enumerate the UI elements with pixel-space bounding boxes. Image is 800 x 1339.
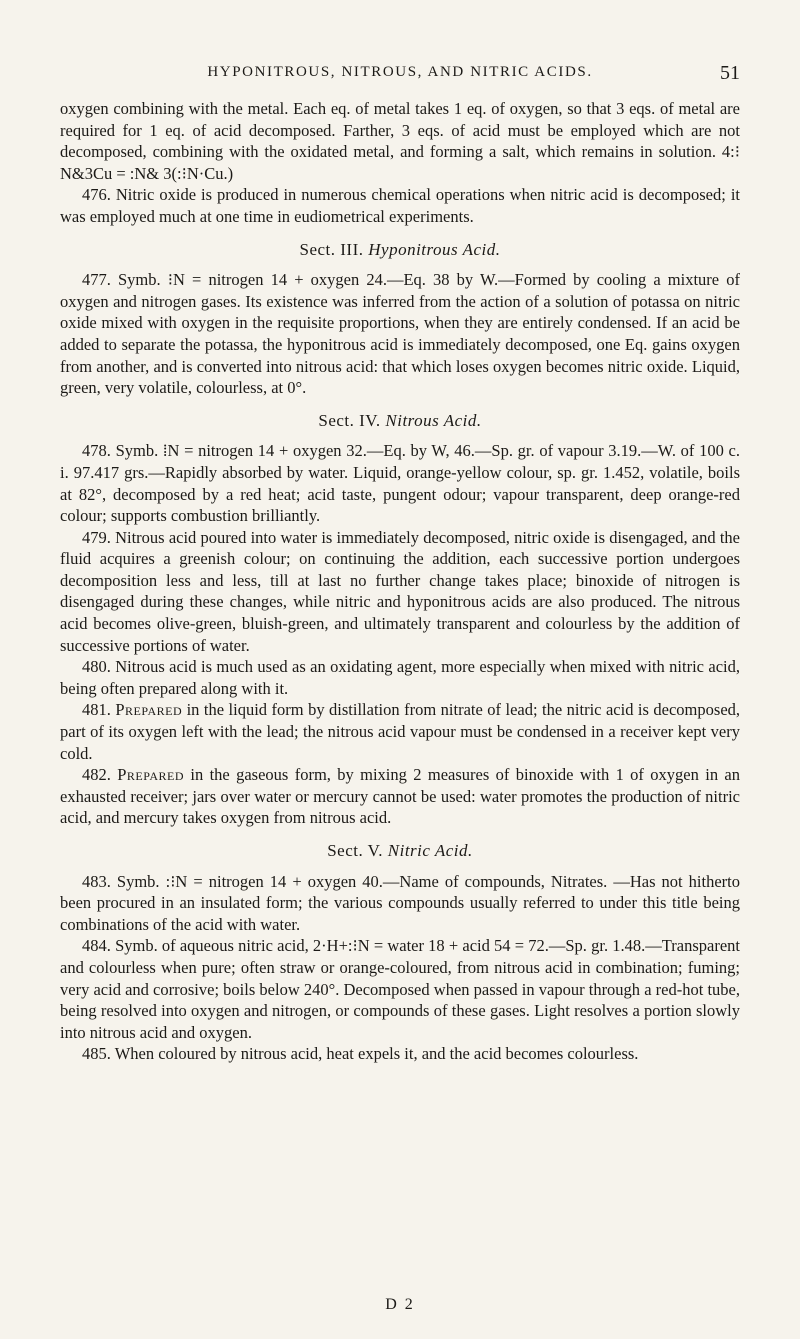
- paragraph-number: 481.: [82, 700, 111, 720]
- paragraph-481: [60, 699, 740, 764]
- section-heading-5: [60, 840, 740, 862]
- page-number: 51: [720, 62, 740, 84]
- paragraph-484: 484. Symb. of aqueous nitric acid, 2·H+:⁝N = water 18 + acid 54 = 72.—Sp. gr. 1.48.—Transparent and colourless when pure; often straw or orange-coloured, from nitrous acid in combination; fuming; very acid and corrosive; boils below 240°. Decomposed when passed in vapour through a red-hot tube, being resolved into oxygen and nitrogen, or compounds of these gases. Light resolves a portion slowly into nitrous acid and oxygen.: [60, 936, 740, 1042]
- paragraph-continued: oxygen combining with the metal. Each eq. of metal takes 1 eq. of oxygen, so that 3 eqs. of metal are required for 1 eq. of acid decomposed. Farther, 3 eqs. of acid must be employed which are not decomposed, combining with the oxidated metal, and forming a salt, which remains in solution. 4:⁝N&3Cu = :N& 3(:⁝N·Cu.): [60, 99, 740, 183]
- section-title: Nitrous Acid.: [385, 410, 482, 430]
- paragraph-number: 482.: [82, 765, 111, 785]
- signature-mark: D 2: [385, 1296, 415, 1313]
- paragraph-482: [60, 764, 740, 829]
- section-title: Hyponitrous Acid.: [368, 239, 501, 259]
- page-body: [60, 98, 740, 1065]
- section-label: Sect. IV.: [318, 410, 381, 430]
- section-title: Nitric Acid.: [387, 841, 473, 860]
- section-label: Sect. V.: [327, 841, 384, 860]
- paragraph-lead: Prepared: [117, 765, 184, 785]
- paragraph-477: 477. Symb. ⁝N = nitrogen 14 + oxygen 24.—Eq. 38 by W.—Formed by cooling a mixture of oxygen and nitrogen gases. Its existence was inferred from the action of a solution of potassa on nitric oxide mixed with oxygen in the requisite proportions, when they are entirely condensed. If an acid be added to separate the potassa, the hyponitrous acid is immediately decomposed, one Eq. gains oxygen from another, and is converted into nitrous acid: that which loses oxygen becomes nitric oxide. Liquid, green, very volatile, colourless, at 0°.: [60, 270, 740, 398]
- paragraph-485: 485. When coloured by nitrous acid, heat expels it, and the acid becomes colourless.: [82, 1044, 639, 1064]
- section-heading-4: [60, 410, 740, 432]
- paragraph-478: 478. Symb. ⁞N = nitrogen 14 + oxygen 32.—Eq. by W, 46.—Sp. gr. of vapour 3.19.—W. of 100 c. i. 97.417 grs.—Rapidly absorbed by water. Liquid, orange-yellow colour, sp. gr. 1.452, volatile, boils at 82°, decomposed by a red heat; acid taste, pungent odour; vapour transparent, deep orange-red colour; supports combustion brilliantly.: [60, 441, 740, 526]
- paragraph-text: in the gaseous form, by mixing 2 measures of binoxide with 1 of oxygen in an exhausted receiver; jars over water or mercury cannot be used: water promotes the production of nitric acid, and mercury takes oxygen from nitrous acid.: [60, 765, 741, 828]
- paragraph-476: 476. Nitric oxide is produced in numerous chemical operations when nitric acid is decomposed; it was employed much at one time in eudiometrical experiments.: [60, 185, 740, 226]
- section-label: Sect. III.: [299, 239, 364, 259]
- paragraph-483: 483. Symb. :⁝N = nitrogen 14 + oxygen 40.—Name of compounds, Nitrates. —Has not hitherto been procured in an insulated form; the various compounds usually referred to under this title being combinations of the acid with water.: [60, 871, 740, 934]
- section-heading-3: [60, 239, 740, 261]
- page-header: [0, 62, 800, 88]
- paragraph-479: 479. Nitrous acid poured into water is immediately decomposed, nitric oxide is disengaged, and the fluid acquires a greenish colour; on continuing the addition, each successive portion undergoes decomposition less and less, till at last no further change takes place; binoxide of nitrogen is disengaged during these changes, while nitric and hyponitrous acids are also produced. The nitrous acid becomes olive-green, bluish-green, and ultimately transparent and colourless by the addition of successive portions of water.: [60, 527, 740, 655]
- paragraph-480: 480. Nitrous acid is much used as an oxidating agent, more especially when mixed with nitric acid, being often prepared along with it.: [60, 657, 740, 698]
- paragraph-lead: Prepared: [115, 700, 183, 720]
- running-head: HYPONITROUS, NITROUS, AND NITRIC ACIDS.: [207, 64, 593, 80]
- paragraph-text: in the liquid form by distillation from nitrate of lead; the nitric acid is decomposed, part of its oxygen left with the lead; the nitrous acid vapour must be condensed in a receiver kept very cold.: [60, 700, 741, 763]
